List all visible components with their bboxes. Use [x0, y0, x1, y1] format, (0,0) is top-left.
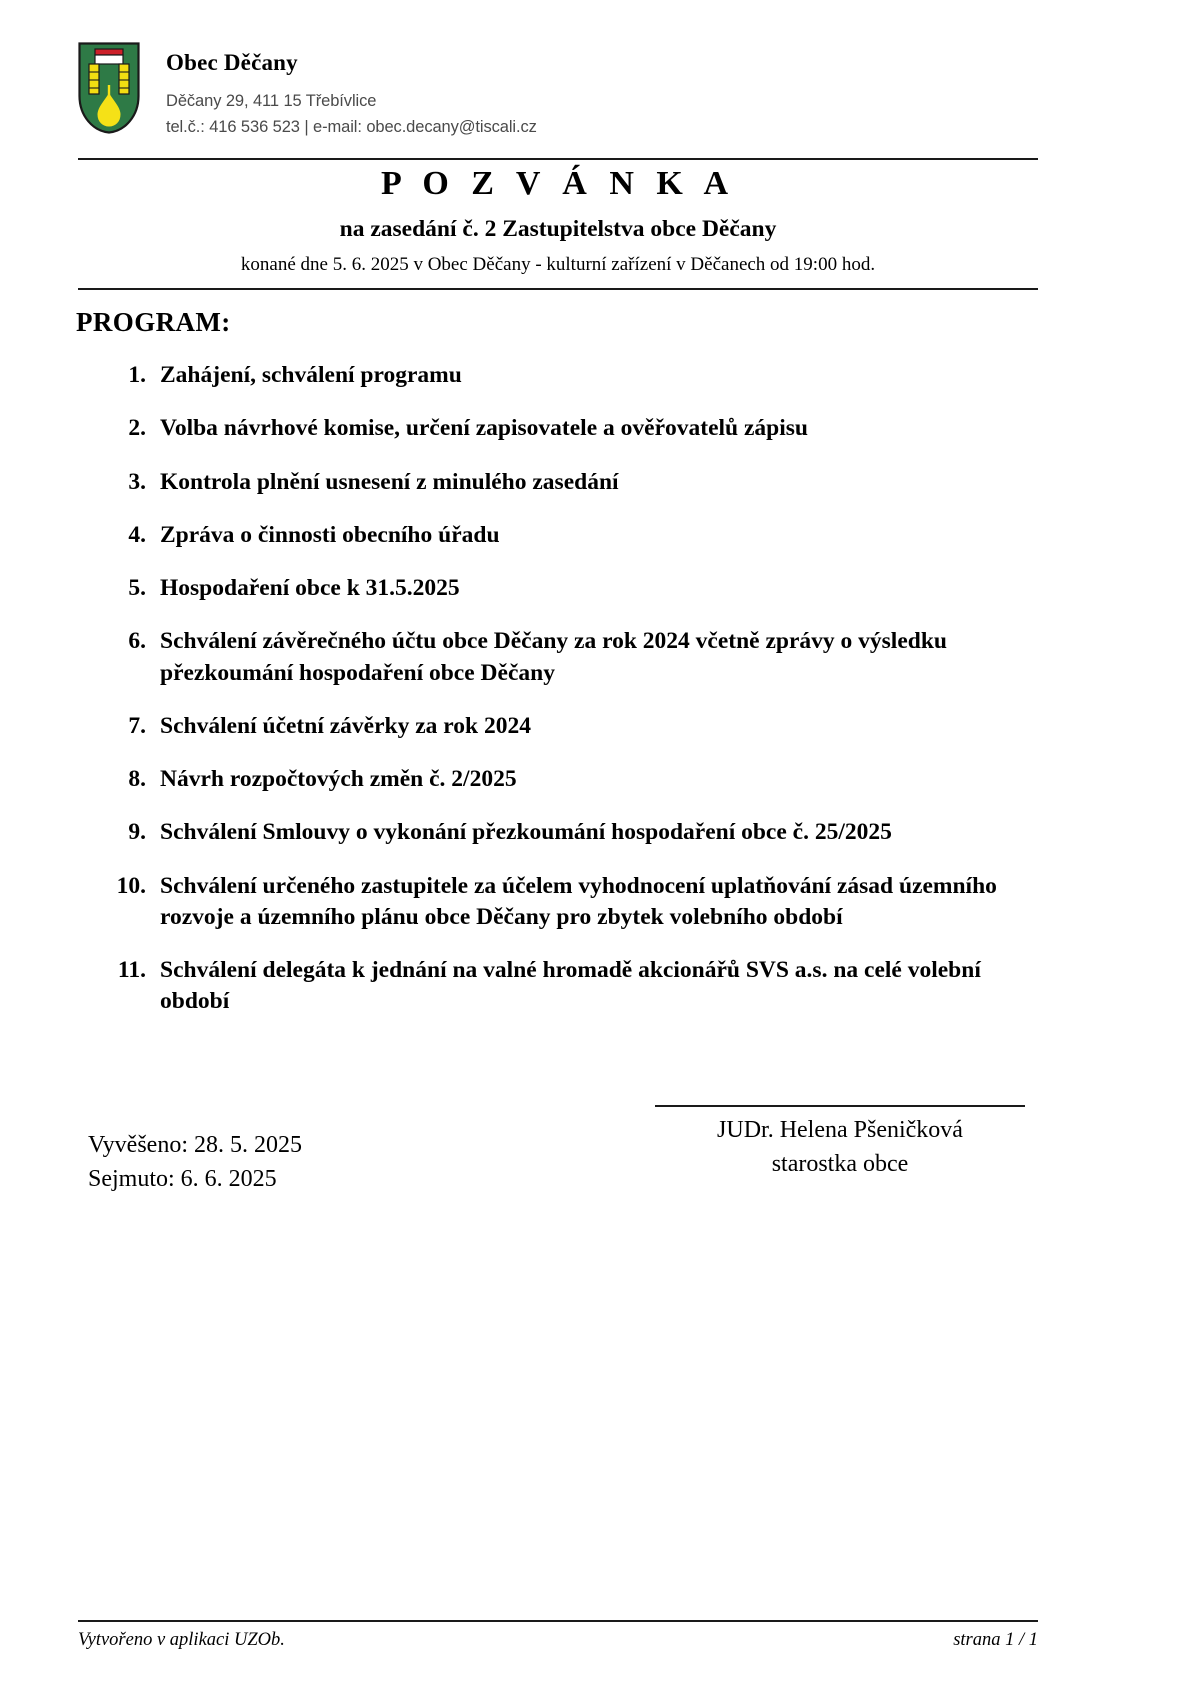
agenda-item-number: 9.	[128, 819, 146, 846]
agenda-item-text: Zpráva o činnosti obecního úřadu	[160, 521, 500, 548]
agenda-item	[108, 467, 1028, 498]
signatory-role: starostka obce	[771, 1151, 909, 1178]
agenda-item-text: Návrh rozpočtových změn č. 2/2025	[160, 766, 517, 792]
organization-contact: tel.č.: 416 536 523 | e-mail: obec.decany@tiscali.cz	[166, 117, 537, 136]
title-block	[78, 163, 1038, 278]
agenda-item-text: Schválení delegáta k jednání na valné hromadě akcionářů SVS a.s. na celé volební období	[160, 957, 981, 1015]
program-heading: PROGRAM:	[76, 307, 231, 337]
organization-name: Obec Děčany	[166, 50, 298, 75]
footer-divider	[78, 1620, 1038, 1622]
agenda-item-number: 3.	[128, 468, 146, 495]
document-title: P O Z V Á N K A	[380, 165, 736, 202]
header-divider	[78, 158, 1038, 160]
agenda-item-text: Zahájení, schválení programu	[160, 362, 462, 388]
agenda-item	[108, 520, 1028, 551]
agenda-item-text: Volba návrhové komise, určení zapisovatele a ověřovatelů zápisu	[160, 415, 808, 442]
agenda-item	[108, 626, 1028, 689]
document-header	[78, 42, 1038, 140]
agenda-item-text: Schválení určeného zastupitele za účelem vyhodnocení uplatňování zásad územního rozvoje a územního plánu obce Děčany pro zbytek volebního období	[160, 872, 997, 930]
agenda-item-text: Schválení účetní závěrky za rok 2024	[160, 712, 531, 739]
agenda-item	[108, 817, 1028, 848]
title-divider	[78, 288, 1038, 290]
decany-coat-of-arms-icon	[78, 42, 140, 134]
header-text-block	[166, 42, 537, 140]
removed-date: Sejmuto: 6. 6. 2025	[88, 1166, 277, 1193]
document-subtitle: na zasedání č. 2 Zastupitelstva obce Děčany	[339, 215, 777, 242]
agenda-item-number: 1.	[128, 362, 146, 388]
signatory-name: JUDr. Helena Pšeničková	[717, 1117, 963, 1143]
agenda-item-number: 8.	[128, 766, 146, 792]
agenda-item	[108, 573, 1028, 604]
agenda-item-number: 2.	[128, 415, 146, 442]
organization-address: Děčany 29, 411 15 Třebívlice	[166, 92, 377, 111]
footer-created-by: Vytvořeno v aplikaci UZOb.	[78, 1630, 285, 1650]
posting-dates	[88, 1128, 302, 1196]
agenda-item-number: 6.	[128, 628, 146, 655]
agenda-item	[108, 764, 1028, 795]
agenda-item-text: Schválení Smlouvy o vykonání přezkoumání hospodaření obce č. 25/2025	[160, 819, 892, 846]
agenda-item-text: Schválení závěrečného účtu obce Děčany za rok 2024 včetně zprávy o výsledku přezkoumání hospodaření obce Děčany	[160, 628, 947, 686]
agenda-item-number: 11.	[117, 957, 146, 983]
agenda-item-text: Kontrola plnění usnesení z minulého zasedání	[160, 468, 619, 495]
agenda-item	[108, 711, 1028, 742]
agenda-item	[108, 413, 1028, 444]
agenda-item	[108, 871, 1028, 934]
document-footer	[78, 1630, 1038, 1651]
signature-block	[655, 1105, 1025, 1181]
agenda-list	[108, 360, 1028, 1040]
agenda-item-number: 7.	[128, 712, 146, 739]
agenda-item-text: Hospodaření obce k 31.5.2025	[160, 575, 460, 601]
posted-date: Vyvěšeno: 28. 5. 2025	[88, 1132, 302, 1158]
signature-line	[655, 1105, 1025, 1107]
meeting-details: konané dne 5. 6. 2025 v Obec Děčany - kulturní zařízení v Děčanech od 19:00 hod.	[240, 254, 876, 276]
agenda-item-number: 10.	[116, 872, 146, 899]
agenda-item	[108, 360, 1028, 391]
agenda-item	[108, 955, 1028, 1018]
footer-page-number: strana 1 / 1	[953, 1630, 1038, 1650]
agenda-item-number: 5.	[128, 575, 146, 601]
agenda-item-number: 4.	[128, 521, 146, 548]
